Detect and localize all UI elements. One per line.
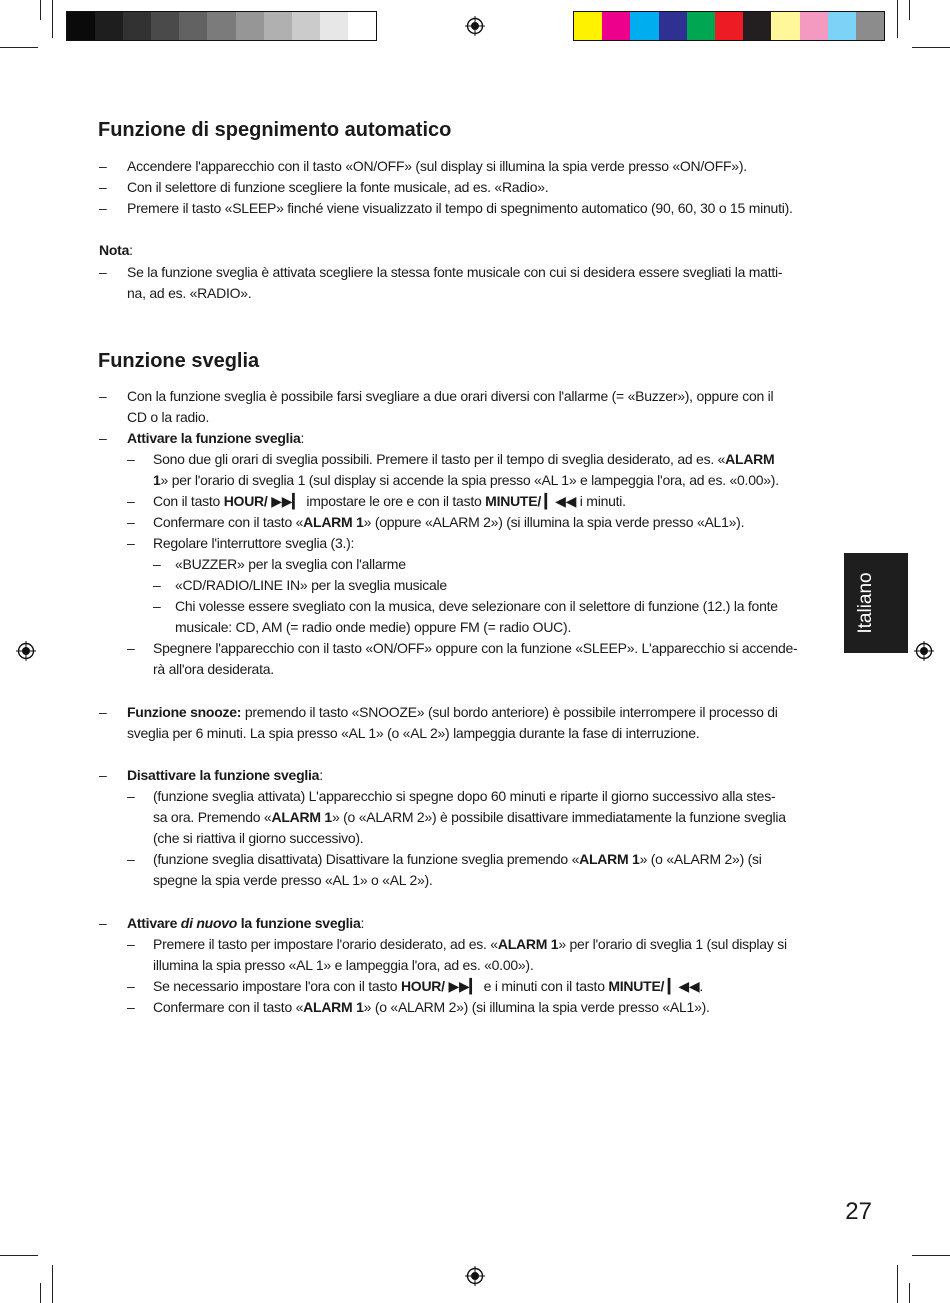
calibration-swatch	[659, 12, 687, 40]
calibration-swatch	[630, 12, 658, 40]
list-dash: –	[153, 556, 161, 572]
list-dash: –	[99, 767, 107, 783]
list-dash: –	[127, 493, 135, 509]
list-item: Premere il tasto per impostare l'orario desiderato, ad es. «ALARM 1» per l'orario di sveglia 1 (sul display si	[153, 936, 787, 952]
list-dash: –	[127, 978, 135, 994]
crop-mark	[912, 47, 950, 48]
list-dash: –	[99, 388, 107, 404]
list-item: spegne la spia verde presso «AL 1» o «AL 2»).	[153, 872, 433, 888]
language-tab-label: Italiano	[855, 572, 876, 634]
list-item: (che si riattiva il giorno successivo).	[153, 830, 364, 846]
calibration-swatch	[800, 12, 828, 40]
list-dash: –	[153, 577, 161, 593]
crop-mark	[912, 1255, 950, 1256]
calibration-swatch	[264, 12, 292, 40]
calibration-swatch	[743, 12, 771, 40]
subheading-activate: Attivare la funzione sveglia:	[127, 430, 305, 446]
calibration-swatch	[320, 12, 348, 40]
list-item: Regolare l'interruttore sveglia (3.):	[153, 535, 355, 551]
section-title-auto-off: Funzione di spegnimento automatico	[98, 119, 452, 141]
list-item: 1» per l'orario di sveglia 1 (sul display si accende la spia presso «AL 1» e lampeggia l'ora, ad es. «0.00»).	[153, 472, 779, 488]
subheading-deactivate: Disattivare la funzione sveglia:	[127, 767, 323, 783]
list-item: Sono due gli orari di sveglia possibili. Premere il tasto per il tempo di sveglia desiderato, ad es. «ALARM	[153, 451, 775, 467]
list-item: Con la funzione sveglia è possibile farsi svegliare a due orari diversi con l'allarme (= «Buzzer»), oppure con il	[127, 388, 774, 404]
snooze-item: Funzione snooze: premendo il tasto «SNOOZE» (sul bordo anteriore) è possibile interrompere il processo di	[127, 704, 778, 720]
crop-mark	[0, 47, 38, 48]
list-dash: –	[127, 640, 135, 656]
list-item: (funzione sveglia attivata) L'apparecchio si spegne dopo 60 minuti e riparte il giorno successivo alla stes-	[153, 788, 776, 804]
crop-mark	[909, 1283, 910, 1303]
list-item: Accendere l'apparecchio con il tasto «ON/OFF» (sul display si illumina la spia verde presso «ON/OFF»).	[127, 158, 747, 174]
calibration-swatch	[856, 12, 884, 40]
crop-mark	[40, 1283, 41, 1303]
crop-mark	[897, 1265, 898, 1303]
list-dash: –	[99, 704, 107, 720]
calibration-swatch	[123, 12, 151, 40]
color-calibration-bar	[573, 11, 885, 41]
list-item: (funzione sveglia disattivata) Disattivare la funzione sveglia premendo «ALARM 1» (o «ALARM 2») (si	[153, 851, 762, 867]
list-item: illumina la spia presso «AL 1» e lampeggia l'ora, ad es. «0.00»).	[153, 957, 534, 973]
registration-mark-icon	[465, 16, 485, 36]
list-dash: –	[127, 999, 135, 1015]
calibration-swatch	[95, 12, 123, 40]
section-title-alarm: Funzione sveglia	[98, 350, 260, 372]
list-item: Chi volesse essere svegliato con la musica, deve selezionare con il selettore di funzione (12.) la fonte	[175, 598, 778, 614]
crop-mark	[897, 0, 898, 38]
note-heading: Nota:	[99, 242, 133, 258]
list-item: Spegnere l'apparecchio con il tasto «ON/OFF» oppure con la funzione «SLEEP». L'apparecchio si accende-	[153, 640, 798, 656]
list-item: Confermare con il tasto «ALARM 1» (o «ALARM 2») (si illumina la spia verde presso «AL1»).	[153, 999, 710, 1015]
list-dash: –	[127, 451, 135, 467]
list-item: Con il tasto HOUR/ ▶▶▎ impostare le ore e con il tasto MINUTE/ ▎◀◀ i minuti.	[153, 493, 626, 509]
page-number: 27	[845, 1198, 872, 1225]
list-item: Se necessario impostare l'ora con il tasto HOUR/ ▶▶▎ e i minuti con il tasto MINUTE/ ▎◀◀.	[153, 978, 704, 994]
calibration-swatch	[687, 12, 715, 40]
list-item: CD o la radio.	[127, 409, 210, 425]
list-dash: –	[153, 598, 161, 614]
calibration-swatch	[292, 12, 320, 40]
list-item: «BUZZER» per la sveglia con l'allarme	[175, 556, 406, 572]
calibration-swatch	[574, 12, 602, 40]
crop-mark	[0, 1255, 38, 1256]
list-dash: –	[127, 851, 135, 867]
grayscale-calibration-bar	[66, 11, 377, 41]
list-dash: –	[99, 915, 107, 931]
list-item: musicale: CD, AM (= radio onde medie) oppure FM (= radio OUC).	[175, 619, 572, 635]
crop-mark	[909, 0, 910, 20]
note-text: Se la funzione sveglia è attivata scegliere la stessa fonte musicale con cui si desidera essere svegliati la matti-	[127, 264, 783, 280]
calibration-swatch	[67, 12, 95, 40]
calibration-swatch	[151, 12, 179, 40]
calibration-swatch	[715, 12, 743, 40]
list-dash: –	[99, 430, 107, 446]
registration-mark-icon	[16, 641, 36, 661]
list-dash: –	[99, 179, 107, 195]
list-item: rà all'ora desiderata.	[153, 661, 274, 677]
list-item: Premere il tasto «SLEEP» finché viene visualizzato il tempo di spegnimento automatico (90, 60, 30 o 15 minuti).	[127, 200, 793, 216]
calibration-swatch	[207, 12, 235, 40]
registration-mark-icon	[465, 1266, 485, 1286]
list-dash: –	[127, 535, 135, 551]
list-item: Confermare con il tasto «ALARM 1» (oppure «ALARM 2») (si illumina la spia verde presso «AL1»).	[153, 514, 745, 530]
snooze-item: sveglia per 6 minuti. La spia presso «AL 1» (o «AL 2») lampeggia durante la fase di interruzione.	[127, 725, 700, 741]
list-item: Con il selettore di funzione scegliere la fonte musicale, ad es. «Radio».	[127, 179, 549, 195]
list-item: «CD/RADIO/LINE IN» per la sveglia musicale	[175, 577, 447, 593]
list-dash: –	[99, 264, 107, 280]
subheading-reactivate: Attivare di nuovo la funzione sveglia:	[127, 915, 365, 931]
note-text: na, ad es. «RADIO».	[127, 285, 252, 301]
calibration-swatch	[602, 12, 630, 40]
list-dash: –	[99, 158, 107, 174]
calibration-swatch	[348, 12, 376, 40]
calibration-swatch	[179, 12, 207, 40]
list-dash: –	[127, 514, 135, 530]
crop-mark	[52, 0, 53, 38]
crop-mark	[40, 0, 41, 20]
calibration-swatch	[771, 12, 799, 40]
calibration-swatch	[828, 12, 856, 40]
crop-mark	[52, 1265, 53, 1303]
calibration-swatch	[236, 12, 264, 40]
list-dash: –	[127, 788, 135, 804]
list-dash: –	[127, 936, 135, 952]
list-item: sa ora. Premendo «ALARM 1» (o «ALARM 2») è possibile disattivare immediatamente la funzione sveglia	[153, 809, 786, 825]
registration-mark-icon	[914, 641, 934, 661]
list-dash: –	[99, 200, 107, 216]
